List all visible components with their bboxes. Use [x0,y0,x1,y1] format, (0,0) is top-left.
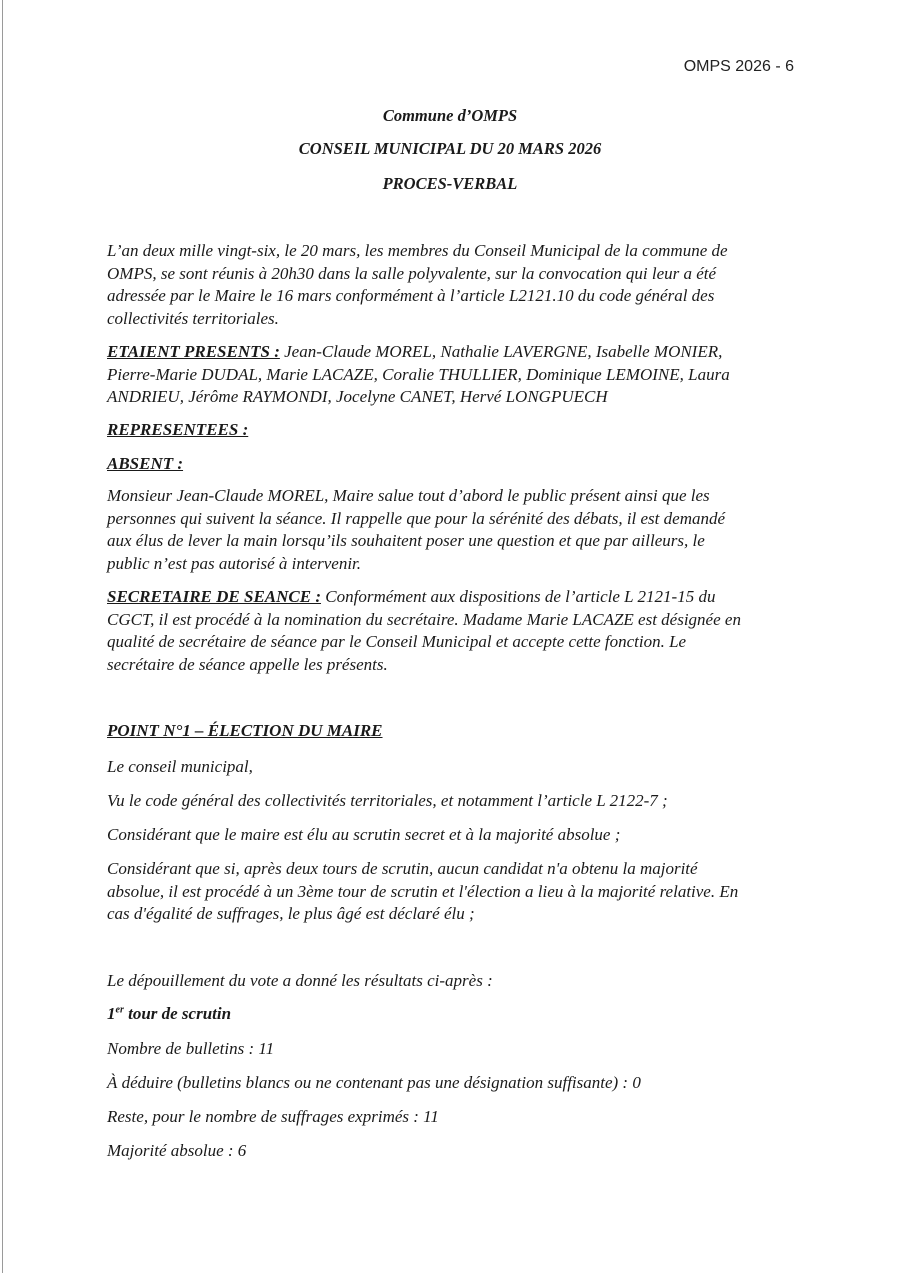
deduire-line: À déduire (bulletins blancs ou ne contenant pas une désignation suffisante) : 0 [107,1073,641,1092]
majorite-line: Majorité absolue : 6 [107,1141,247,1160]
secretaire-paragraph: SECRETAIRE DE SEANCE : Conformément aux dispositions de l’article L 2121-15 du CGCT, il est procédé à la nomination du secrétaire. Madame Marie LACAZE est désignée en qualité de secrétaire de séance par le Conseil Municipal et accepte cette fonction. Le secrétaire de séance appelle les présents. [107,587,741,674]
conseil-line: Le conseil municipal, [107,757,253,776]
representees-label: REPRESENTEES : [107,420,249,439]
absent-label: ABSENT : [107,454,184,473]
presents-label: ETAIENT PRESENTS : [107,342,280,361]
secretaire-label: SECRETAIRE DE SEANCE : [107,587,322,606]
commune-title: Commune d’OMPS [382,106,518,125]
vu-line: Vu le code général des collectivités territoriales, et notamment l’article L 2122-7 ; [107,791,668,810]
reste-line: Reste, pour le nombre de suffrages exprimés : 11 [107,1107,439,1126]
presents-paragraph: ETAIENT PRESENTS : Jean-Claude MOREL, Nathalie LAVERGNE, Isabelle MONIER, Pierre-Marie DUDAL, Marie LACAZE, Coralie THULLIER, Dominique LEMOINE, Laura ANDRIEU, Jérôme RAYMONDI, Jocelyne CANET, Hervé LONGPUECH [107,342,730,406]
point1-title: POINT N°1 – ÉLECTION DU MAIRE [107,721,383,740]
maire-paragraph: Monsieur Jean-Claude MOREL, Maire salue tout d’abord le public présent ainsi que les personnes qui suivent la séance. Il rappelle que pour la sérénité des débats, il est demandé aux élus de lever la main lorsqu’ils souhaitent poser une question et que par ailleurs, le public n’est pas autorisé à intervenir. [107,486,726,573]
considerant-2: Considérant que si, après deux tours de scrutin, aucun candidat n'a obtenu la majorité absolue, il est procédé à un 3ème tour de scrutin et l'élection a lieu à la majorité relative. En cas d'égalité de suffrages, le plus âgé est déclaré élu ; [107,859,739,923]
depouillement-line: Le dépouillement du vote a donné les résultats ci-après : [107,971,493,990]
page-number: OMPS 2026 - 6 [683,58,794,75]
considerant-1: Considérant que le maire est élu au scrutin secret et à la majorité absolue ; [107,825,621,844]
tour-heading: 1er tour de scrutin [107,1004,232,1023]
bulletins-line: Nombre de bulletins : 11 [107,1039,275,1058]
proces-verbal-title: PROCES-VERBAL [382,174,518,193]
intro-paragraph: L’an deux mille vingt-six, le 20 mars, les membres du Conseil Municipal de la commune de OMPS, se sont réunis à 20h30 dans la salle polyvalente, sur la convocation qui leur a été adressée par le Maire le 16 mars conformément à l’article L2121.10 du code général des collectivités territoriales. [107,241,728,328]
conseil-title: CONSEIL MUNICIPAL DU 20 MARS 2026 [298,139,602,158]
